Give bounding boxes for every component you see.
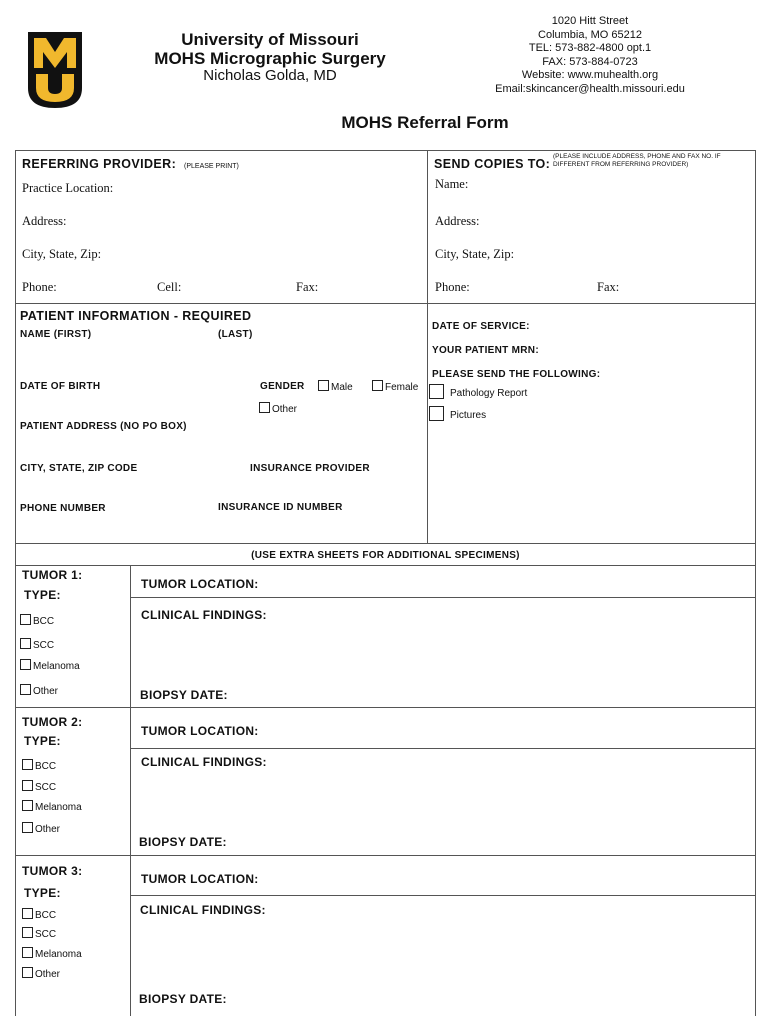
insurance-id-field[interactable]: INSURANCE ID NUMBER xyxy=(218,502,343,513)
dob-field[interactable]: DATE OF BIRTH xyxy=(20,381,101,392)
checkbox-icon[interactable] xyxy=(20,684,31,695)
tumor-2-findings-field[interactable]: CLINICAL FINDINGS: xyxy=(141,755,267,769)
scc-label: SCC xyxy=(35,929,57,940)
male-label: Male xyxy=(331,382,353,393)
copies-phone-field[interactable]: Phone: xyxy=(435,280,470,294)
gender-label: GENDER xyxy=(260,381,305,392)
patient-mrn-field[interactable]: YOUR PATIENT MRN: xyxy=(432,345,539,356)
gender-other-option[interactable] xyxy=(259,402,297,415)
address-line: 1020 Hitt Street xyxy=(551,15,629,27)
tumor-3-bcc-option[interactable] xyxy=(22,908,56,921)
tumor-3-other-option[interactable] xyxy=(22,967,60,980)
other-label: Other xyxy=(35,969,61,980)
checkbox-icon[interactable] xyxy=(429,406,444,421)
tumor-1-type-label: TYPE: xyxy=(24,588,61,602)
tumor-2-title: TUMOR 2: xyxy=(22,715,83,729)
tumor-1-biopsy-date-field[interactable]: BIOPSY DATE: xyxy=(140,688,228,702)
tumor-1-findings-field[interactable]: CLINICAL FINDINGS: xyxy=(141,608,267,622)
extra-sheets-note: (USE EXTRA SHEETS FOR ADDITIONAL SPECIMENS) xyxy=(251,550,520,561)
patient-phone-field[interactable]: PHONE NUMBER xyxy=(20,503,106,514)
female-label: Female xyxy=(385,382,419,393)
referring-provider-label: REFERRING PROVIDER: xyxy=(22,157,177,171)
fax-line: FAX: 573-884-0723 xyxy=(542,55,638,68)
please-print-note: (PLEASE PRINT) xyxy=(184,163,239,170)
melanoma-label: Melanoma xyxy=(33,661,80,672)
checkbox-icon[interactable] xyxy=(20,638,31,649)
melanoma-label: Melanoma xyxy=(35,802,82,813)
referring-address-field[interactable]: Address: xyxy=(22,214,67,228)
patient-city-field[interactable]: CITY, STATE, ZIP CODE xyxy=(20,463,138,474)
gender-female-option[interactable] xyxy=(372,380,418,393)
tumor-2-biopsy-date-field[interactable]: BIOPSY DATE: xyxy=(139,835,227,849)
tumor-3-scc-option[interactable] xyxy=(22,927,56,940)
checkbox-icon[interactable] xyxy=(22,908,33,919)
checkbox-icon[interactable] xyxy=(22,967,33,978)
bcc-label: BCC xyxy=(35,910,57,921)
pictures-option[interactable] xyxy=(429,406,486,421)
phone-line: TEL: 573-882-4800 opt.1 xyxy=(528,42,652,55)
checkbox-icon[interactable] xyxy=(372,380,383,391)
email-line[interactable]: Email:skincancer@health.missouri.edu xyxy=(495,82,685,95)
doctor-name: Nicholas Golda, MD xyxy=(203,67,337,84)
tumor-3-location-field[interactable]: TUMOR LOCATION: xyxy=(141,872,259,886)
bcc-label: BCC xyxy=(33,616,55,627)
practice-location-field[interactable]: Practice Location: xyxy=(22,181,114,195)
tumor-3-findings-field[interactable]: CLINICAL FINDINGS: xyxy=(140,903,266,917)
tumor-1-other-option[interactable] xyxy=(20,684,58,697)
date-of-service-field[interactable]: DATE OF SERVICE: xyxy=(432,321,530,332)
checkbox-icon[interactable] xyxy=(318,380,329,391)
tumor-3-type-label: TYPE: xyxy=(24,886,61,900)
copies-name-field[interactable]: Name: xyxy=(435,177,469,191)
scc-label: SCC xyxy=(33,640,55,651)
contact-block xyxy=(470,15,710,97)
scc-label: SCC xyxy=(35,782,57,793)
checkbox-icon[interactable] xyxy=(22,759,33,770)
address-line: Columbia, MO 65212 xyxy=(538,28,642,41)
other-label: Other xyxy=(35,824,61,835)
referring-fax-field[interactable]: Fax: xyxy=(296,280,319,294)
tumor-2-scc-option[interactable] xyxy=(22,780,56,793)
tumor-1-melanoma-option[interactable] xyxy=(20,659,80,672)
pictures-label: Pictures xyxy=(450,410,487,421)
referring-phone-field[interactable]: Phone: xyxy=(22,280,57,294)
checkbox-icon[interactable] xyxy=(20,659,31,670)
send-copies-title: SEND COPIES TO: xyxy=(434,157,551,171)
send-copies-note: (PLEASE INCLUDE ADDRESS, PHONE AND FAX NO. IF DIFFERENT FROM REFERRING PROVIDER) xyxy=(553,153,721,168)
bcc-label: BCC xyxy=(35,761,57,772)
tumor-2-type-label: TYPE: xyxy=(24,734,61,748)
copies-city-field[interactable]: City, State, Zip: xyxy=(435,247,515,261)
tumor-2-other-option[interactable] xyxy=(22,822,60,835)
checkbox-icon[interactable] xyxy=(22,780,33,791)
tumor-2-bcc-option[interactable] xyxy=(22,759,56,772)
form-title: MOHS Referral Form xyxy=(341,113,509,132)
tumor-1-location-field[interactable]: TUMOR LOCATION: xyxy=(141,577,259,591)
checkbox-icon[interactable] xyxy=(22,927,33,938)
tumor-1-scc-option[interactable] xyxy=(20,638,54,651)
name-first-field[interactable]: NAME (FIRST) xyxy=(20,329,92,340)
copies-address-field[interactable]: Address: xyxy=(435,214,480,228)
tumor-1-title: TUMOR 1: xyxy=(22,568,83,582)
checkbox-icon[interactable] xyxy=(22,947,33,958)
tumor-3-biopsy-date-field[interactable]: BIOPSY DATE: xyxy=(139,992,227,1006)
tumor-2-location-field[interactable]: TUMOR LOCATION: xyxy=(141,724,259,738)
checkbox-icon[interactable] xyxy=(259,402,270,413)
name-last-field[interactable]: (LAST) xyxy=(218,329,253,340)
patient-info-title: PATIENT INFORMATION - REQUIRED xyxy=(20,309,252,323)
gender-male-option[interactable] xyxy=(318,380,353,393)
insurance-provider-field[interactable]: INSURANCE PROVIDER xyxy=(250,463,370,474)
tumor-3-melanoma-option[interactable] xyxy=(22,947,82,960)
pathology-report-option[interactable] xyxy=(429,384,527,399)
send-following-label: PLEASE SEND THE FOLLOWING: xyxy=(432,369,601,380)
checkbox-icon[interactable] xyxy=(22,800,33,811)
tumor-3-title: TUMOR 3: xyxy=(22,864,83,878)
referring-city-field[interactable]: City, State, Zip: xyxy=(22,247,102,261)
referring-cell-field[interactable]: Cell: xyxy=(157,280,182,294)
referring-provider-title xyxy=(22,157,239,171)
checkbox-icon[interactable] xyxy=(429,384,444,399)
patient-address-field[interactable]: PATIENT ADDRESS (NO PO BOX) xyxy=(20,421,187,432)
org-name: University of Missouri xyxy=(181,30,359,49)
checkbox-icon[interactable] xyxy=(20,614,31,625)
checkbox-icon[interactable] xyxy=(22,822,33,833)
tumor-2-melanoma-option[interactable] xyxy=(22,800,82,813)
tumor-1-bcc-option[interactable] xyxy=(20,614,54,627)
department-name: MOHS Micrographic Surgery xyxy=(154,49,386,68)
university-logo xyxy=(26,30,84,110)
pathology-label: Pathology Report xyxy=(450,388,528,399)
website-line[interactable]: Website: www.muhealth.org xyxy=(521,69,659,82)
copies-fax-field[interactable]: Fax: xyxy=(597,280,620,294)
other-label: Other xyxy=(272,404,298,415)
other-label: Other xyxy=(33,686,59,697)
melanoma-label: Melanoma xyxy=(35,949,82,960)
